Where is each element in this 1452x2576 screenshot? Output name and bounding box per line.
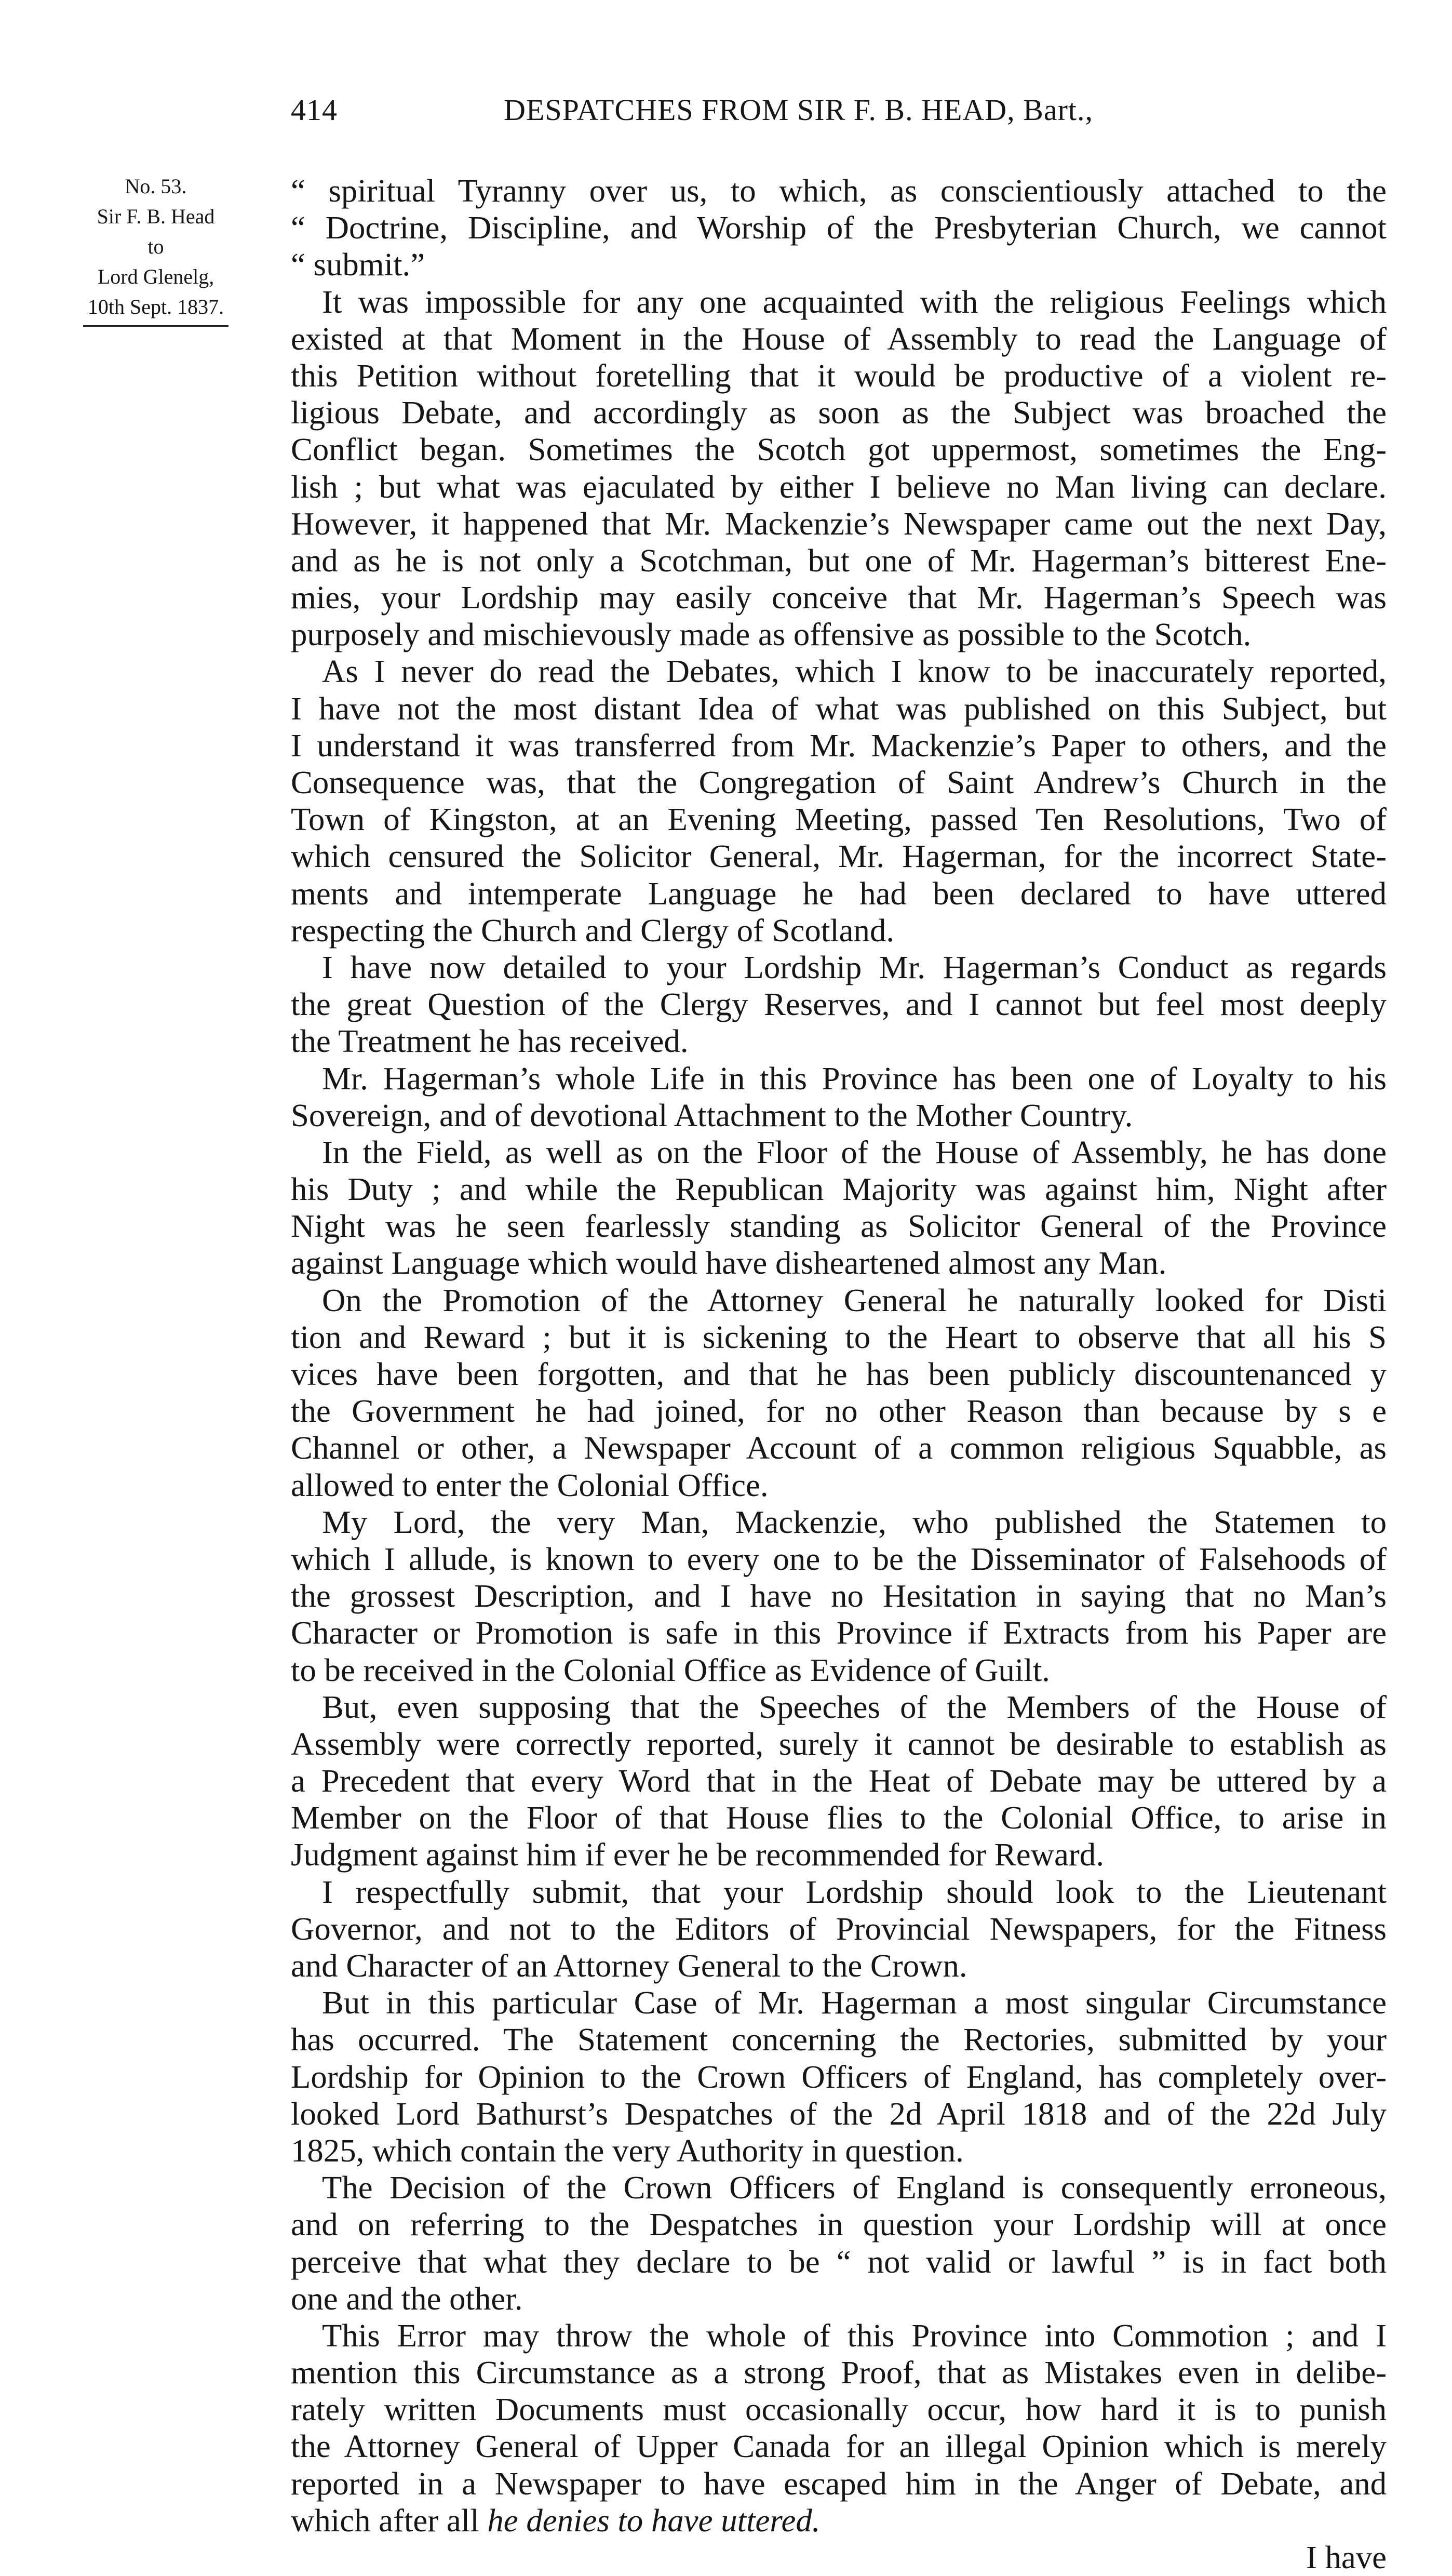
text-line: looked Lord Bathurst’s Despatches of the 2d April 1818 and of the 22d July bbox=[291, 2095, 1387, 2132]
text-line: ligious Debate, and accordingly as soon as the Subject was broached the bbox=[291, 394, 1387, 431]
text-line: tion and Reward ; but it is sickening to the Heart to observe that all his S bbox=[291, 1318, 1387, 1355]
text-line: The Decision of the Crown Officers of England is consequently erroneous, bbox=[322, 2169, 1387, 2206]
text-line: lish ; but what was ejaculated by either I believe no Man living can declare. bbox=[291, 468, 1387, 505]
text-line: I respectfully submit, that your Lordship should look to the Lieutenant bbox=[322, 1873, 1387, 1910]
text-line: mention this Circumstance as a strong Proof, that as Mistakes even in delibe- bbox=[291, 2354, 1387, 2391]
text-line: Channel or other, a Newspaper Account of a common religious Squabble, as bbox=[291, 1430, 1387, 1466]
catchword: I have bbox=[1306, 2539, 1387, 2575]
text-line: Judgment against him if ever he be recommended for Reward. bbox=[291, 1836, 1104, 1873]
text-line: has occurred. The Statement concerning the Rectories, submitted by your bbox=[291, 2021, 1387, 2058]
text-line: which censured the Solicitor General, Mr. Hagerman, for the incorrect State- bbox=[291, 838, 1387, 875]
margin-note bbox=[36, 171, 275, 327]
text-line: In the Field, as well as on the Floor of the House of Assembly, he has done bbox=[322, 1133, 1387, 1170]
text-line: Member on the Floor of that House flies to the Colonial Office, to arise in bbox=[291, 1799, 1387, 1836]
margin-divider bbox=[83, 325, 228, 327]
text-line: perceive that what they declare to be “ not valid or lawful ” is in fact both bbox=[291, 2243, 1387, 2280]
text-line: which I allude, is known to every one to be the Disseminator of Falsehoods of bbox=[291, 1540, 1387, 1577]
text-line: the grossest Description, and I have no Hesitation in saying that no Man’s bbox=[291, 1578, 1387, 1614]
text-line: the Treatment he has received. bbox=[291, 1023, 689, 1060]
text-line: to be received in the Colonial Office as Evidence of Guilt. bbox=[291, 1651, 1050, 1688]
text-line: Town of Kingston, at an Evening Meeting, passed Ten Resolutions, Two of bbox=[291, 801, 1387, 838]
body-text bbox=[291, 172, 1387, 2576]
text-line: respecting the Church and Clergy of Scotland. bbox=[291, 912, 895, 949]
text-line: the Attorney General of Upper Canada for an illegal Opinion which is merely bbox=[291, 2428, 1387, 2465]
text-line: and as he is not only a Scotchman, but one of Mr. Hagerman’s bitterest Ene- bbox=[291, 542, 1387, 579]
text-line: a Precedent that every Word that in the Heat of Debate may be uttered by a bbox=[291, 1763, 1387, 1799]
text-line: As I never do read the Debates, which I know to be inaccurately reported, bbox=[322, 653, 1387, 690]
text-line: But, even supposing that the Speeches of the Members of the House of bbox=[322, 1688, 1387, 1725]
text-line: and on referring to the Despatches in question your Lordship will at once bbox=[291, 2206, 1387, 2243]
text-line: On the Promotion of the Attorney General he naturally looked for Disti bbox=[322, 1282, 1387, 1318]
text-line: “ spiritual Tyranny over us, to which, as conscientiously attached to the bbox=[291, 172, 1387, 209]
text-line: vices have been forgotten, and that he has been publicly discountenanced y bbox=[291, 1356, 1387, 1392]
text-line: Assembly were correctly reported, surely it cannot be desirable to establish as bbox=[291, 1725, 1387, 1762]
final-line-italic: he denies to have uttered. bbox=[487, 2502, 821, 2539]
text-line: My Lord, the very Man, Mackenzie, who published the Statemen to bbox=[322, 1503, 1387, 1540]
text-line: this Petition without foretelling that it would be productive of a violent re- bbox=[291, 357, 1387, 394]
text-line: This Error may throw the whole of this Province into Commotion ; and I bbox=[322, 2317, 1387, 2354]
margin-note-line: Lord Glenelg, bbox=[97, 265, 214, 288]
text-line: I understand it was transferred from Mr. Mackenzie’s Paper to others, and the bbox=[291, 727, 1387, 764]
text-line-final bbox=[291, 2502, 1387, 2539]
running-title: DESPATCHES FROM SIR F. B. HEAD, Bart., bbox=[504, 93, 1094, 127]
text-line: allowed to enter the Colonial Office. bbox=[291, 1466, 769, 1503]
text-line: Mr. Hagerman’s whole Life in this Province has been one of Loyalty to his bbox=[322, 1060, 1387, 1097]
final-line-plain: which after all bbox=[291, 2502, 488, 2539]
text-line: But in this particular Case of Mr. Hagerman a most singular Circumstance bbox=[322, 1984, 1387, 2021]
text-line: Lordship for Opinion to the Crown Officers of England, has completely over- bbox=[291, 2058, 1387, 2095]
text-line: “ Doctrine, Discipline, and Worship of the Presbyterian Church, we cannot bbox=[291, 209, 1387, 246]
text-line: rately written Documents must occasionally occur, how hard it is to punish bbox=[291, 2391, 1387, 2428]
text-line: the Government he had joined, for no other Reason than because by s e bbox=[291, 1393, 1387, 1430]
text-line: Governor, and not to the Editors of Provincial Newspapers, for the Fitness bbox=[291, 1910, 1387, 1947]
margin-note-line: 10th Sept. 1837. bbox=[87, 295, 224, 318]
text-line: his Duty ; and while the Republican Majority was against him, Night after bbox=[291, 1171, 1387, 1208]
margin-note-line: to bbox=[147, 235, 164, 258]
text-line: one and the other. bbox=[291, 2280, 523, 2317]
margin-note-line: No. 53. bbox=[125, 175, 187, 198]
text-line: existed at that Moment in the House of Assembly to read the Language of bbox=[291, 320, 1387, 357]
text-line: purposely and mischievously made as offensive as possible to the Scotch. bbox=[291, 616, 1252, 653]
text-line: It was impossible for any one acquainted with the religious Feelings which bbox=[322, 283, 1387, 320]
text-line: against Language which would have disheartened almost any Man. bbox=[291, 1245, 1167, 1282]
text-line: Consequence was, that the Congregation of Saint Andrew’s Church in the bbox=[291, 764, 1387, 800]
text-line: 1825, which contain the very Authority in question. bbox=[291, 2132, 964, 2169]
text-line: ments and intemperate Language he had been declared to have uttered bbox=[291, 875, 1387, 912]
text-line: Character or Promotion is safe in this Province if Extracts from his Paper are bbox=[291, 1614, 1387, 1651]
text-line: the great Question of the Clergy Reserves, and I cannot but feel most deeply bbox=[291, 986, 1387, 1023]
text-line: Conflict began. Sometimes the Scotch got uppermost, sometimes the Eng- bbox=[291, 431, 1387, 468]
text-line: mies, your Lordship may easily conceive that Mr. Hagerman’s Speech was bbox=[291, 579, 1387, 616]
text-line: and Character of an Attorney General to the Crown. bbox=[291, 1947, 967, 1984]
text-line: I have not the most distant Idea of what was published on this Subject, but bbox=[291, 690, 1387, 727]
text-line: I have now detailed to your Lordship Mr. Hagerman’s Conduct as regards bbox=[322, 949, 1387, 985]
margin-note-line: Sir F. B. Head bbox=[97, 205, 215, 228]
text-line: Sovereign, and of devotional Attachment to the Mother Country. bbox=[291, 1097, 1133, 1133]
page-number: 414 bbox=[291, 93, 338, 127]
text-line: reported in a Newspaper to have escaped him in the Anger of Debate, and bbox=[291, 2465, 1387, 2502]
text-line: “ submit.” bbox=[291, 246, 425, 283]
text-line: However, it happened that Mr. Mackenzie’s Newspaper came out the next Day, bbox=[291, 505, 1387, 542]
text-line: Night was he seen fearlessly standing as Solicitor General of the Province bbox=[291, 1208, 1387, 1245]
